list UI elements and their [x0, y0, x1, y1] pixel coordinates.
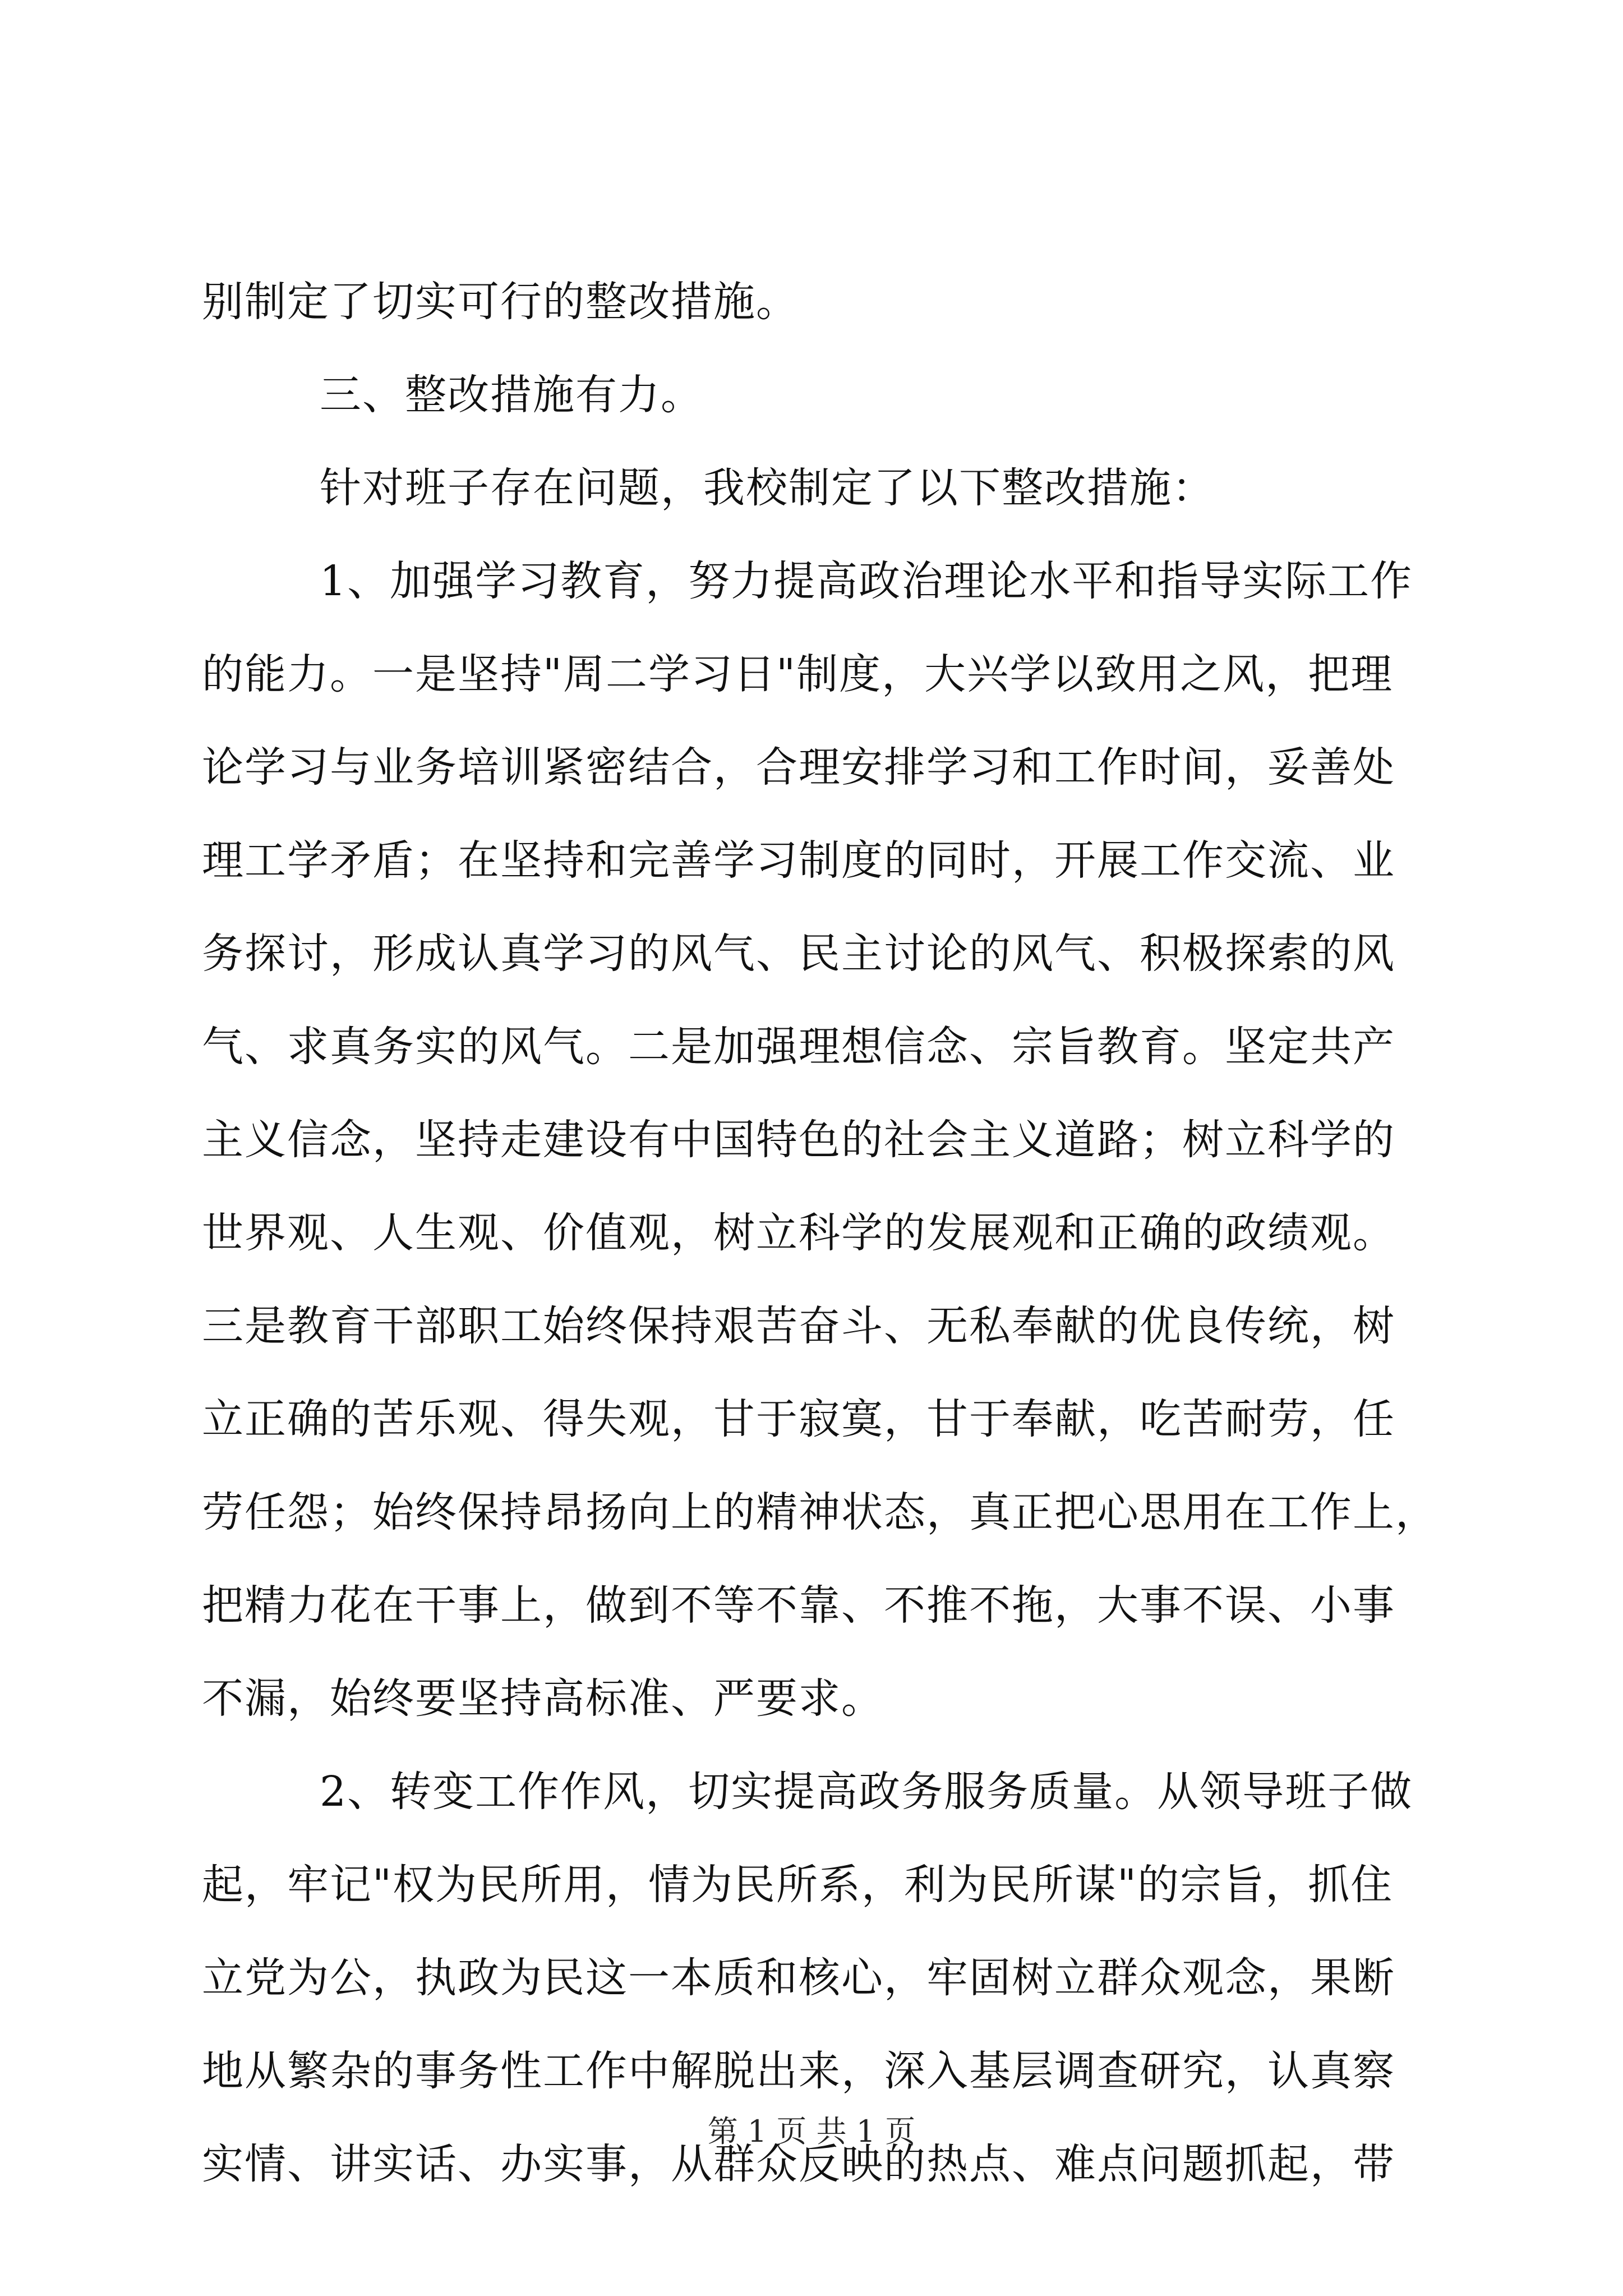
text-line: 立正确的苦乐观、得失观，甘于寂寞，甘于奉献，吃苦耐劳，任: [202, 1395, 1395, 1443]
text-line: 不漏，始终要坚持高标准、严要求。: [202, 1674, 884, 1723]
text-line: 2、转变工作作风，切实提高政务服务质量。从领导班子做: [320, 1768, 1413, 1816]
text-line: 论学习与业务培训紧密结合，合理安排学习和工作时间，妥善处: [202, 743, 1395, 792]
text-line: 主义信念，坚持走建设有中国特色的社会主义道路；树立科学的: [202, 1116, 1395, 1164]
text-line: 实情、讲实话、办实事，从群众反映的热点、难点问题抓起，带: [202, 2140, 1395, 2188]
text-line: 务探讨，形成认真学习的风气、民主讨论的风气、积极探索的风: [202, 930, 1395, 978]
text-line: 1、加强学习教育，努力提高政治理论水平和指导实际工作: [320, 557, 1413, 605]
text-line: 立党为公，执政为民这一本质和核心，牢固树立群众观念，果断: [202, 1954, 1395, 2002]
text-line: 针对班子存在问题，我校制定了以下整改措施：: [320, 464, 1215, 512]
text-line: 劳任怨；始终保持昂扬向上的精神状态，真正把心思用在工作上，: [202, 1488, 1438, 1536]
text-line: 别制定了切实可行的整改措施。: [202, 278, 799, 326]
text-line: 地从繁杂的事务性工作中解脱出来，深入基层调查研究，认真察: [202, 2047, 1395, 2095]
text-line: 把精力花在干事上，做到不等不靠、不推不拖，大事不误、小事: [202, 1581, 1395, 1630]
document-body: [202, 255, 1436, 2211]
page-number-label: 第 1 页 共 1 页: [707, 2114, 916, 2149]
text-line: 的能力。一是坚持"周二学习日"制度，大兴学以致用之风，把理: [202, 650, 1394, 698]
text-line: 世界观、人生观、价值观，树立科学的发展观和正确的政绩观。: [202, 1209, 1395, 1257]
text-line: 起，牢记"权为民所用，情为民所系，利为民所谋"的宗旨，抓住: [202, 1861, 1394, 1909]
text-line: 三是教育干部职工始终保持艰苦奋斗、无私奉献的优良传统，树: [202, 1302, 1395, 1350]
section-heading: 三、整改措施有力。: [320, 371, 703, 419]
page-footer: [0, 2109, 1623, 2154]
text-line: 气、求真务实的风气。二是加强理想信念、宗旨教育。坚定共产: [202, 1023, 1395, 1071]
text-line: 理工学矛盾；在坚持和完善学习制度的同时，开展工作交流、业: [202, 836, 1395, 885]
